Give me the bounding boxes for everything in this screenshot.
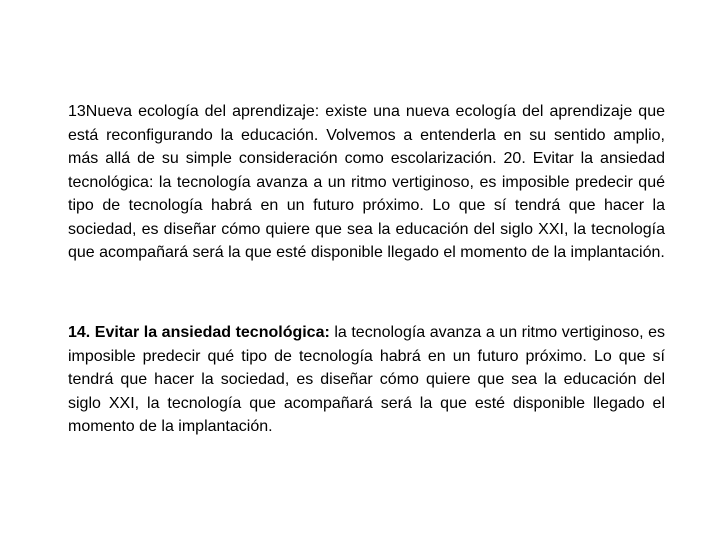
paragraph-body: la tecnología avanza a un ritmo vertiginoso, es imposible predecir qué tipo de tecnología habrá en un futuro próximo. Lo que sí tendrá que hacer la sociedad, es diseñar cómo quiere que sea la educación del siglo XXI, la tecnología que acompañará será la que esté disponible llegado el momento de la implantación. — [68, 324, 665, 435]
paragraph-ecology: 13Nueva ecología del aprendizaje: existe una nueva ecología del aprendizaje que está reconfigurando la educación. Volvemos a entenderla en su sentido amplio, más allá de su simple consideración como escolarización. 20. Evitar la ansiedad tecnológica: la tecnología avanza a un ritmo vertiginoso, es imposible predecir qué tipo de tecnología habrá en un futuro próximo. Lo que sí tendrá que hacer la sociedad, es diseñar cómo quiere que sea la educación del siglo XXI, la tecnología que acompañará será la que esté disponible llegado el momento de la implantación. — [68, 103, 665, 261]
paragraph-technology-anxiety — [68, 321, 665, 439]
paragraph-heading: 14. Evitar la ansiedad tecnológica: — [68, 324, 330, 341]
